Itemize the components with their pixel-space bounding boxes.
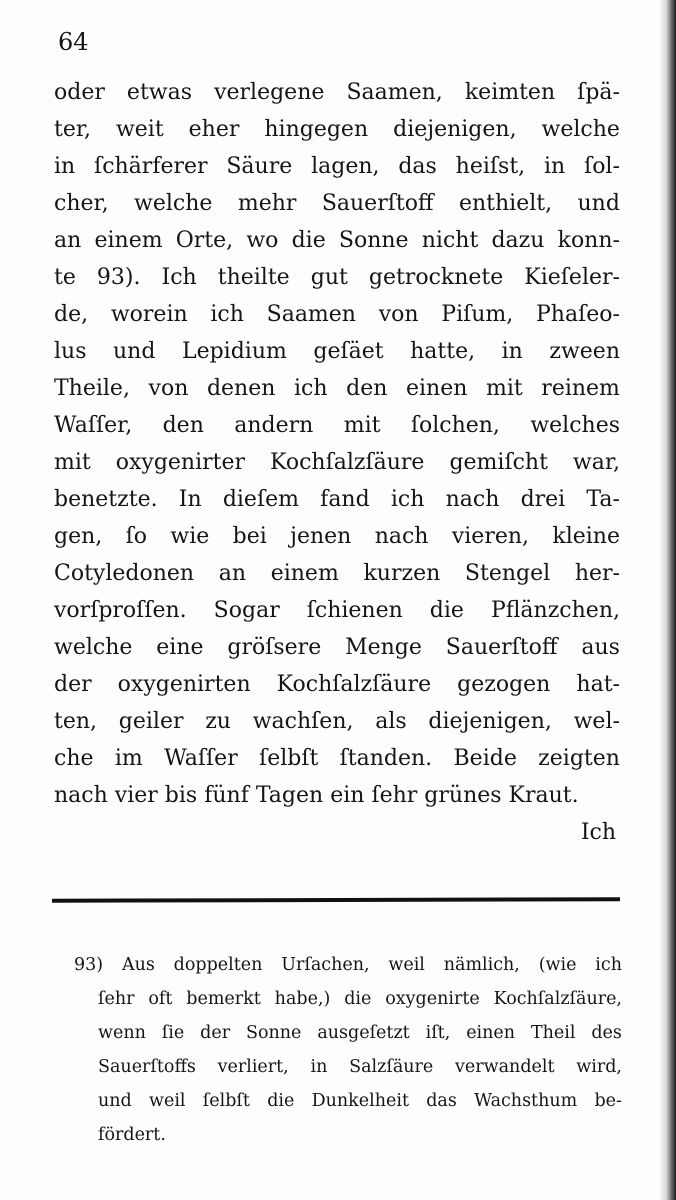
word: den	[346, 376, 388, 401]
text-line	[54, 555, 620, 592]
word: benetzte.	[54, 487, 158, 512]
word: Pflänzchen,	[490, 598, 620, 623]
word: ſtanden.	[339, 746, 433, 771]
word: nicht	[421, 228, 479, 253]
word: heiſst,	[455, 154, 526, 179]
word: ſpä-	[577, 80, 620, 105]
word: zween	[549, 339, 620, 364]
word: vorſproſſen.	[54, 598, 187, 623]
footnote-line	[74, 982, 622, 1016]
word: mit	[485, 376, 523, 401]
word: Phaſeo-	[536, 302, 620, 327]
word: her-	[574, 561, 620, 586]
word: Säure	[226, 154, 293, 179]
word: einem	[270, 561, 339, 586]
word: mit	[343, 413, 381, 438]
word: den	[162, 413, 204, 438]
footnote-line	[74, 1016, 622, 1050]
word: Orte,	[175, 228, 234, 253]
word: war,	[572, 450, 620, 475]
word: Urſachen,	[281, 955, 370, 975]
word: grünes	[424, 783, 502, 808]
word: eine	[156, 635, 204, 660]
word: Kochſalzſäure	[276, 672, 432, 697]
word: und	[577, 191, 620, 216]
text-line	[54, 222, 620, 259]
word: gröſsere	[227, 635, 322, 660]
word: nach	[374, 524, 429, 549]
word: nämlich,	[443, 955, 520, 975]
word: ſelbſt	[259, 746, 319, 771]
word: iſt,	[425, 1023, 451, 1043]
word: der	[200, 1023, 231, 1043]
word: Sogar	[213, 598, 280, 623]
footnote-line	[74, 1050, 622, 1084]
word: nach	[54, 783, 108, 808]
word: drei	[520, 487, 566, 512]
text-line	[54, 629, 620, 666]
word: jenen	[290, 524, 352, 549]
word: ſie	[161, 1023, 185, 1043]
word: Kieſeler-	[524, 265, 620, 290]
word: geſäet	[313, 339, 384, 364]
page-edge-shadow	[658, 0, 676, 1200]
word: oxygenirter	[115, 450, 246, 475]
word: Saamen	[266, 302, 356, 327]
word: wie	[170, 524, 210, 549]
word: wenn	[98, 1023, 146, 1043]
word: Waſſer	[164, 746, 238, 771]
word: che	[54, 746, 94, 771]
word: in	[54, 154, 76, 179]
word: etwas	[126, 80, 193, 105]
word: bei	[232, 524, 267, 549]
word: gemiſcht	[449, 450, 548, 475]
word: des	[591, 1023, 622, 1043]
word: in	[310, 1057, 328, 1077]
text-line	[54, 740, 620, 777]
word: verlegene	[214, 80, 325, 105]
catchword: Ich	[580, 820, 616, 845]
word: Sauerſtoff	[321, 191, 434, 216]
footnote-line	[74, 948, 622, 982]
word: gut	[310, 265, 348, 290]
word: doppelten	[173, 955, 263, 975]
word: Sauerſtoffs	[98, 1057, 196, 1077]
word: die	[291, 228, 326, 253]
word: die	[429, 598, 464, 623]
word: Lepidium	[181, 339, 287, 364]
word: gen,	[54, 524, 103, 549]
word: Wachsthum	[474, 1091, 578, 1111]
word: hatte,	[410, 339, 476, 364]
footnote-divider	[52, 897, 620, 902]
word: Stengel	[464, 561, 551, 586]
word: zeigten	[538, 746, 620, 771]
text-line	[54, 74, 620, 111]
word: in	[544, 154, 566, 179]
word: an	[218, 561, 247, 586]
word: In	[178, 487, 202, 512]
word: geiler	[118, 709, 184, 734]
word: die	[267, 1091, 295, 1111]
word: enthielt,	[458, 191, 553, 216]
word: ſehr	[98, 989, 135, 1009]
word: ter,	[54, 117, 91, 142]
word: andern	[234, 413, 314, 438]
text-line	[54, 296, 620, 333]
word: mit	[54, 450, 91, 475]
word: Sonne	[338, 228, 409, 253]
word: fördert.	[98, 1125, 166, 1145]
word: wel-	[573, 709, 620, 734]
word: 93).	[96, 265, 141, 290]
word: wo	[246, 228, 279, 253]
text-line	[54, 666, 620, 703]
main-text	[54, 74, 620, 851]
word: nach	[445, 487, 500, 512]
text-line	[54, 333, 620, 370]
word: aus	[581, 635, 620, 660]
word: wird,	[576, 1057, 622, 1077]
word: ich	[294, 376, 328, 401]
word: mehr	[237, 191, 297, 216]
word: und	[98, 1091, 132, 1111]
word: Kochſalzſäure	[270, 450, 425, 475]
word: weil	[388, 955, 425, 975]
word: dieſem	[222, 487, 299, 512]
word: das	[398, 154, 437, 179]
word: getrocknete	[368, 265, 504, 290]
word: Beide	[453, 746, 517, 771]
word: in	[501, 339, 523, 364]
word: Sonne	[245, 1023, 302, 1043]
text-line	[54, 481, 620, 518]
word: (wie	[538, 955, 577, 975]
word: ſchienen	[306, 598, 403, 623]
word: ſelbſt	[202, 1091, 250, 1111]
word: Dunkelheit	[311, 1091, 409, 1111]
word: der	[54, 672, 92, 697]
word: weit	[115, 117, 164, 142]
text-line	[54, 703, 620, 740]
word: fünf	[204, 783, 249, 808]
word: theilte	[217, 265, 290, 290]
word: oxygenirte	[385, 989, 480, 1009]
word: und	[113, 339, 156, 364]
word: keimten	[464, 80, 556, 105]
text-line	[54, 777, 620, 814]
word: ten,	[54, 709, 98, 734]
word: Piſum,	[441, 302, 514, 327]
footnote-line	[74, 1084, 622, 1118]
word: de,	[54, 302, 89, 327]
word: Cotyledonen	[54, 561, 195, 586]
word: welche	[541, 117, 620, 142]
word: Theil	[530, 1023, 576, 1043]
word: diejenigen,	[428, 709, 552, 734]
word: Saamen,	[346, 80, 443, 105]
word: im	[114, 746, 143, 771]
word: Sauerſtoff	[445, 635, 558, 660]
word: einen	[405, 376, 468, 401]
word: Kochſalzſäure,	[493, 989, 622, 1009]
word: hingegen	[264, 117, 369, 142]
text-line	[54, 259, 620, 296]
word: verliert,	[217, 1057, 289, 1077]
footnote	[74, 948, 622, 1152]
word: ſol-	[584, 154, 620, 179]
word: ich	[210, 302, 244, 327]
word: ich	[390, 487, 425, 512]
footnote-line	[74, 1118, 622, 1152]
word: zu	[205, 709, 231, 734]
word: Ta-	[586, 487, 620, 512]
word: fand	[320, 487, 370, 512]
word: oxygenirten	[117, 672, 251, 697]
word: Menge	[345, 635, 422, 660]
word: Ich	[161, 265, 197, 290]
text-line	[54, 185, 620, 222]
word: diejenigen,	[393, 117, 517, 142]
word: bis	[164, 783, 198, 808]
word: von	[378, 302, 419, 327]
text-line	[54, 407, 620, 444]
word: einen	[466, 1023, 516, 1043]
word: ſo	[125, 524, 148, 549]
word: ich	[595, 955, 622, 975]
word: habe,)	[274, 989, 331, 1009]
word: te	[54, 265, 76, 290]
word: ſolchen,	[410, 413, 500, 438]
word: Kraut.	[508, 783, 579, 808]
page-number: 64	[58, 28, 89, 56]
word: ein	[330, 783, 365, 808]
word: Aus	[121, 955, 155, 975]
word: denen	[206, 376, 276, 401]
word: lus	[54, 339, 87, 364]
word: kleine	[552, 524, 620, 549]
word: das	[426, 1091, 457, 1111]
text-line	[54, 111, 620, 148]
word: ausgeſetzt	[317, 1023, 410, 1043]
word: be-	[594, 1091, 622, 1111]
word: dazu	[491, 228, 545, 253]
word: oft	[148, 989, 173, 1009]
text-line	[54, 444, 620, 481]
word: konn-	[557, 228, 620, 253]
word: ſehr	[371, 783, 418, 808]
word: Waſſer,	[54, 413, 133, 438]
word: reinem	[541, 376, 620, 401]
text-line	[54, 592, 620, 629]
word: 93)	[74, 955, 104, 975]
word: lagen,	[311, 154, 380, 179]
word: eher	[188, 117, 240, 142]
word: welche	[134, 191, 213, 216]
word: die	[344, 989, 372, 1009]
word: kurzen	[363, 561, 441, 586]
text-line	[54, 370, 620, 407]
word: oder	[54, 80, 105, 105]
word: vieren,	[451, 524, 530, 549]
word: ſchärferer	[94, 154, 208, 179]
word: von	[148, 376, 189, 401]
word: welche	[54, 635, 133, 660]
text-line	[54, 518, 620, 555]
word: an	[54, 228, 82, 253]
word: Tagen	[255, 783, 324, 808]
word: gezogen	[457, 672, 551, 697]
word: bemerkt	[186, 989, 261, 1009]
word: cher,	[54, 191, 109, 216]
word: verwandelt	[455, 1057, 555, 1077]
word: weil	[149, 1091, 186, 1111]
word: als	[375, 709, 407, 734]
word: welches	[530, 413, 620, 438]
word: einem	[94, 228, 163, 253]
text-line	[54, 148, 620, 185]
word: Salzſäure	[349, 1057, 434, 1077]
word: wachſen,	[252, 709, 354, 734]
word: hat-	[576, 672, 620, 697]
word: Theile,	[54, 376, 130, 401]
word: worein	[110, 302, 188, 327]
word: vier	[114, 783, 158, 808]
